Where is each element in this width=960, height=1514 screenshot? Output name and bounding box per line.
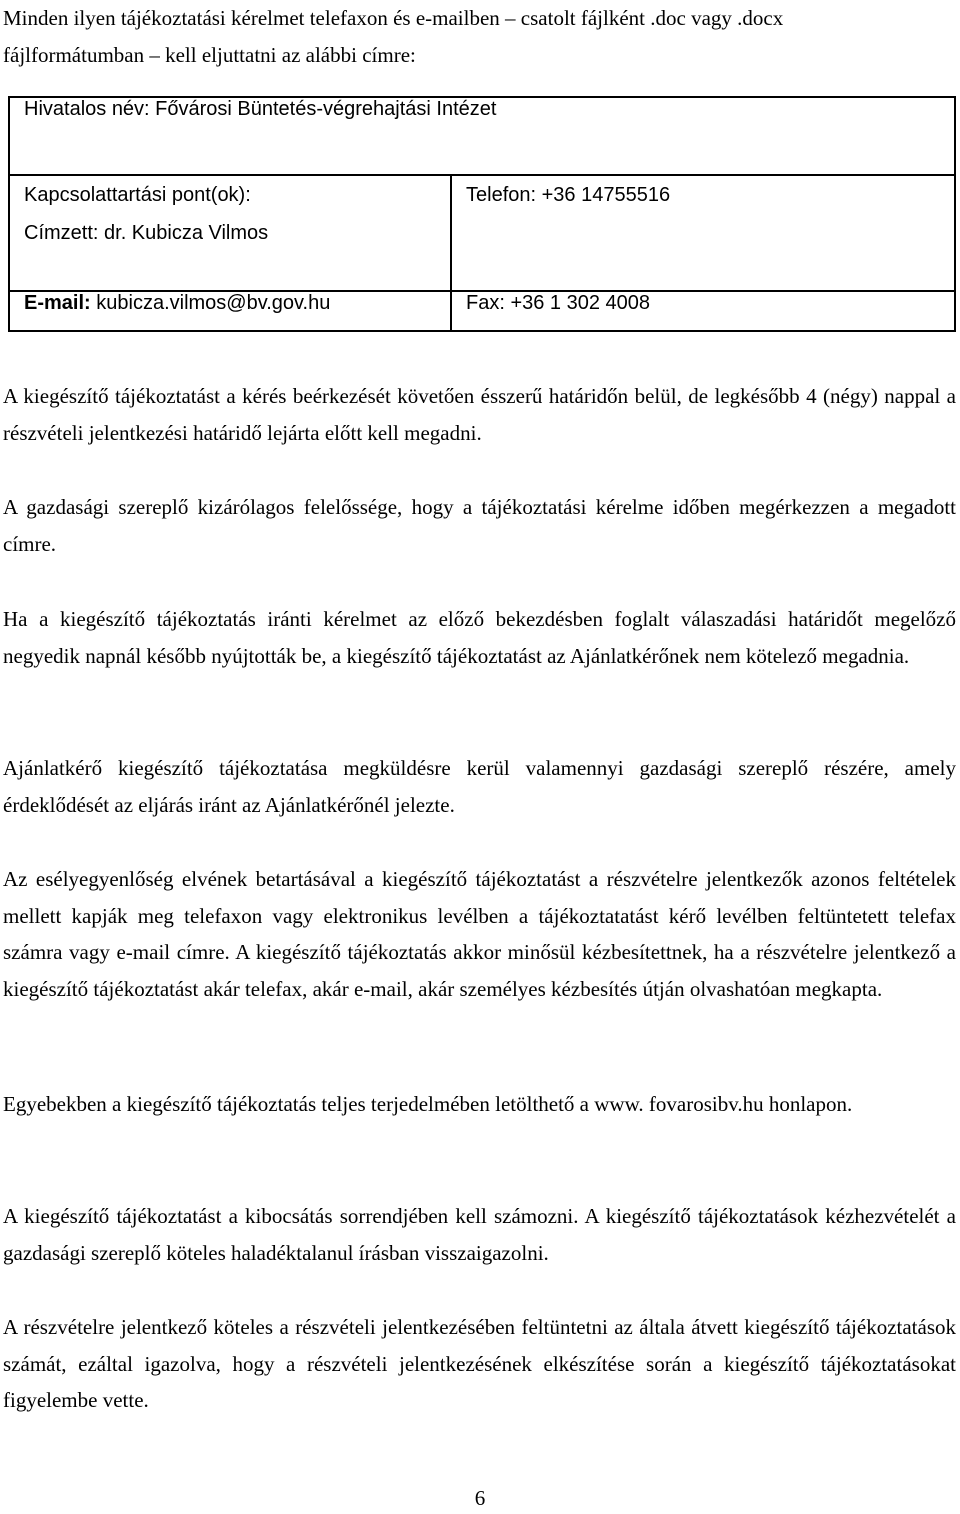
intro-line-1: Minden ilyen tájékoztatási kérelmet telefaxon és e-mailben – csatolt fájlként .doc vagy .docx bbox=[3, 6, 784, 30]
official-name-cell bbox=[9, 97, 955, 175]
paragraph-distribution: Ajánlatkérő kiegészítő tájékoztatása megküldésre kerül valamennyi gazdasági szereplő részére, amely érdeklődését az eljárás iránt az Ajánlatkérőnél jelezte. bbox=[3, 756, 956, 817]
email-address[interactable]: kubicza.vilmos@bv.gov.hu bbox=[96, 292, 331, 314]
official-name: Hivatalos név: Fővárosi Büntetés-végrehajtási Intézet bbox=[24, 98, 497, 120]
intro-text bbox=[3, 0, 955, 74]
paragraph-deadline: A kiegészítő tájékoztatást a kérés beérkezését követően ésszerű határidőn belül, de legkésőbb 4 (négy) nappal a részvételi jelentkezési határidő lejárta előtt kell megadni. bbox=[3, 384, 956, 445]
paragraph-download: Egyebekben a kiegészítő tájékoztatás teljes terjedelmében letölthető a www. fovarosibv.hu honlapon. bbox=[3, 1092, 853, 1116]
contact-point-cell bbox=[9, 175, 451, 291]
paragraph-late-request: Ha a kiegészítő tájékoztatás iránti kérelmet az előző bekezdésben foglalt válaszadási határidőt megelőző negyedik napnál később nyújtották be, a kiegészítő tájékoztatást az Ajánlatkérőnek nem kötelező megadnia. bbox=[3, 607, 956, 668]
fax-cell bbox=[451, 291, 955, 331]
phone-cell bbox=[451, 175, 955, 291]
email-cell bbox=[9, 291, 451, 331]
phone-number: Telefon: +36 14755516 bbox=[466, 184, 671, 206]
email-label: E-mail: bbox=[24, 292, 91, 314]
addressee: Címzett: dr. Kubicza Vilmos bbox=[24, 222, 269, 244]
contact-point-label: Kapcsolattartási pont(ok): bbox=[24, 184, 251, 206]
intro-line-2: fájlformátumban – kell eljuttatni az alábbi címre: bbox=[3, 43, 416, 67]
paragraph-acknowledgement: A részvételre jelentkező köteles a részvételi jelentkezésében feltüntetni az általa átvett kiegészítő tájékoztatások számát, ezáltal igazolva, hogy a részvételi jelentkezésének elkészítése során a kiegészítő tájékoztatásokat figyelembe vette. bbox=[3, 1315, 956, 1412]
contact-table bbox=[8, 96, 956, 332]
paragraph-responsibility: A gazdasági szereplő kizárólagos felelőssége, hogy a tájékoztatási kérelme időben megérkezzen a megadott címre. bbox=[3, 495, 956, 556]
paragraph-numbering: A kiegészítő tájékoztatást a kibocsátás sorrendjében kell számozni. A kiegészítő tájékoztatások kézhezvételét a gazdasági szereplő köteles haladéktalanul írásban visszaigazolni. bbox=[3, 1204, 956, 1265]
paragraph-equal-opportunity: Az esélyegyenlőség elvének betartásával a kiegészítő tájékoztatást a részvételre jelentkezők azonos feltételek mellett kapják meg telefaxon vagy elektronikus levélben a tájékoztatatást kérő levélben feltüntetett telefax számra vagy e-mail címre. A kiegészítő tájékoztatás akkor minősül kézbesítettnek, ha a részvételre jelentkező a kiegészítő tájékoztatást akár telefax, akár e-mail, akár személyes kézbesítés útján olvashatóan megkapta. bbox=[3, 867, 956, 1001]
page-number: 6 bbox=[474, 1486, 486, 1510]
fax-number: Fax: +36 1 302 4008 bbox=[466, 292, 651, 314]
